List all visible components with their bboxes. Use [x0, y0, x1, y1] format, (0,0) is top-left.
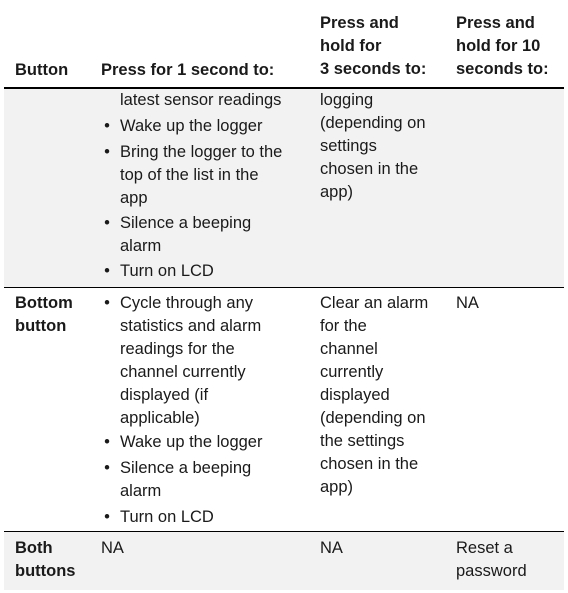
bullet-glyph: •: [104, 294, 110, 312]
bullet-glyph: •: [104, 117, 110, 135]
header-button: Button: [15, 61, 69, 79]
header-press-10-seconds: [456, 12, 549, 81]
cell-line: Clear an alarm: [320, 294, 429, 312]
row-bottom-button-label: [15, 292, 73, 338]
bottom-press-10-text: NA: [456, 294, 479, 312]
header-press-3-line: Press and: [320, 14, 399, 32]
bullet-line: alarm: [120, 482, 162, 500]
bottom-bullet-silence: [120, 457, 251, 503]
bullet-line: Bring the logger to the: [120, 143, 283, 161]
bullet-line: Cycle through any: [120, 294, 253, 312]
continued-bullet-lcd: Turn on LCD: [120, 262, 214, 280]
both-press-1-text: NA: [101, 539, 124, 557]
bullet-line: app: [120, 189, 148, 207]
label-line: Bottom: [15, 294, 73, 312]
header-press-10-line: hold for 10: [456, 37, 541, 55]
bullet-line: readings for the: [120, 340, 235, 358]
cell-line: logging: [320, 91, 374, 109]
both-press-10-text: [456, 537, 527, 583]
bullet-glyph: •: [104, 143, 110, 161]
header-shade: [4, 88, 564, 288]
bullet-glyph: •: [104, 459, 110, 477]
label-line: button: [15, 317, 67, 335]
continued-bullet-silence: [120, 212, 251, 258]
cell-line: (depending on: [320, 114, 426, 132]
bullet-line: Silence a beeping: [120, 214, 252, 232]
cell-line: channel: [320, 340, 378, 358]
bullet-line: Silence a beeping: [120, 459, 252, 477]
cell-line: password: [456, 562, 527, 580]
both-press-3-text: NA: [320, 539, 343, 557]
cell-line: for the: [320, 317, 367, 335]
bullet-glyph: •: [104, 214, 110, 232]
bottom-press-3-text: [320, 292, 428, 499]
row-both-button-label: [15, 537, 75, 583]
cell-line: chosen in the: [320, 455, 419, 473]
header-press-10-line: seconds to:: [456, 60, 549, 78]
bullet-glyph: •: [104, 262, 110, 280]
bottom-bullet-wake: Wake up the logger: [120, 433, 263, 451]
cell-line: settings: [320, 137, 377, 155]
header-press-3-line: hold for: [320, 37, 382, 55]
cell-line: (depending on: [320, 409, 426, 427]
cell-line: the settings: [320, 432, 405, 450]
bullet-line: displayed (if: [120, 386, 209, 404]
header-press-3-seconds: [320, 12, 426, 81]
cell-line: app): [320, 183, 354, 201]
bullet-line: statistics and alarm: [120, 317, 262, 335]
continued-press-1-text: latest sensor readings: [120, 91, 282, 109]
header-press-1-second: Press for 1 second to:: [101, 61, 275, 79]
continued-bullet-bring: [120, 141, 282, 210]
bullet-line: applicable): [120, 409, 200, 427]
bottom-bullet-lcd: Turn on LCD: [120, 508, 214, 526]
header-press-3-line: 3 seconds to:: [320, 60, 427, 78]
cell-line: chosen in the: [320, 160, 419, 178]
label-line: Both: [15, 539, 53, 557]
continued-press-3-text: [320, 89, 426, 204]
bullet-line: top of the list in the: [120, 166, 259, 184]
label-line: buttons: [15, 562, 76, 580]
cell-line: app): [320, 478, 354, 496]
cell-line: Reset a: [456, 539, 513, 557]
header-rule: [4, 87, 564, 89]
bullet-glyph: •: [104, 433, 110, 451]
bullet-line: channel currently: [120, 363, 246, 381]
header-press-10-line: Press and: [456, 14, 535, 32]
row-divider-1: [4, 287, 564, 288]
bullet-line: alarm: [120, 237, 162, 255]
cell-line: displayed: [320, 386, 390, 404]
cell-line: currently: [320, 363, 384, 381]
row-divider-2: [4, 531, 564, 532]
continued-bullet-wake: Wake up the logger: [120, 117, 263, 135]
bottom-bullet-cycle: [120, 292, 261, 430]
bullet-glyph: •: [104, 508, 110, 526]
